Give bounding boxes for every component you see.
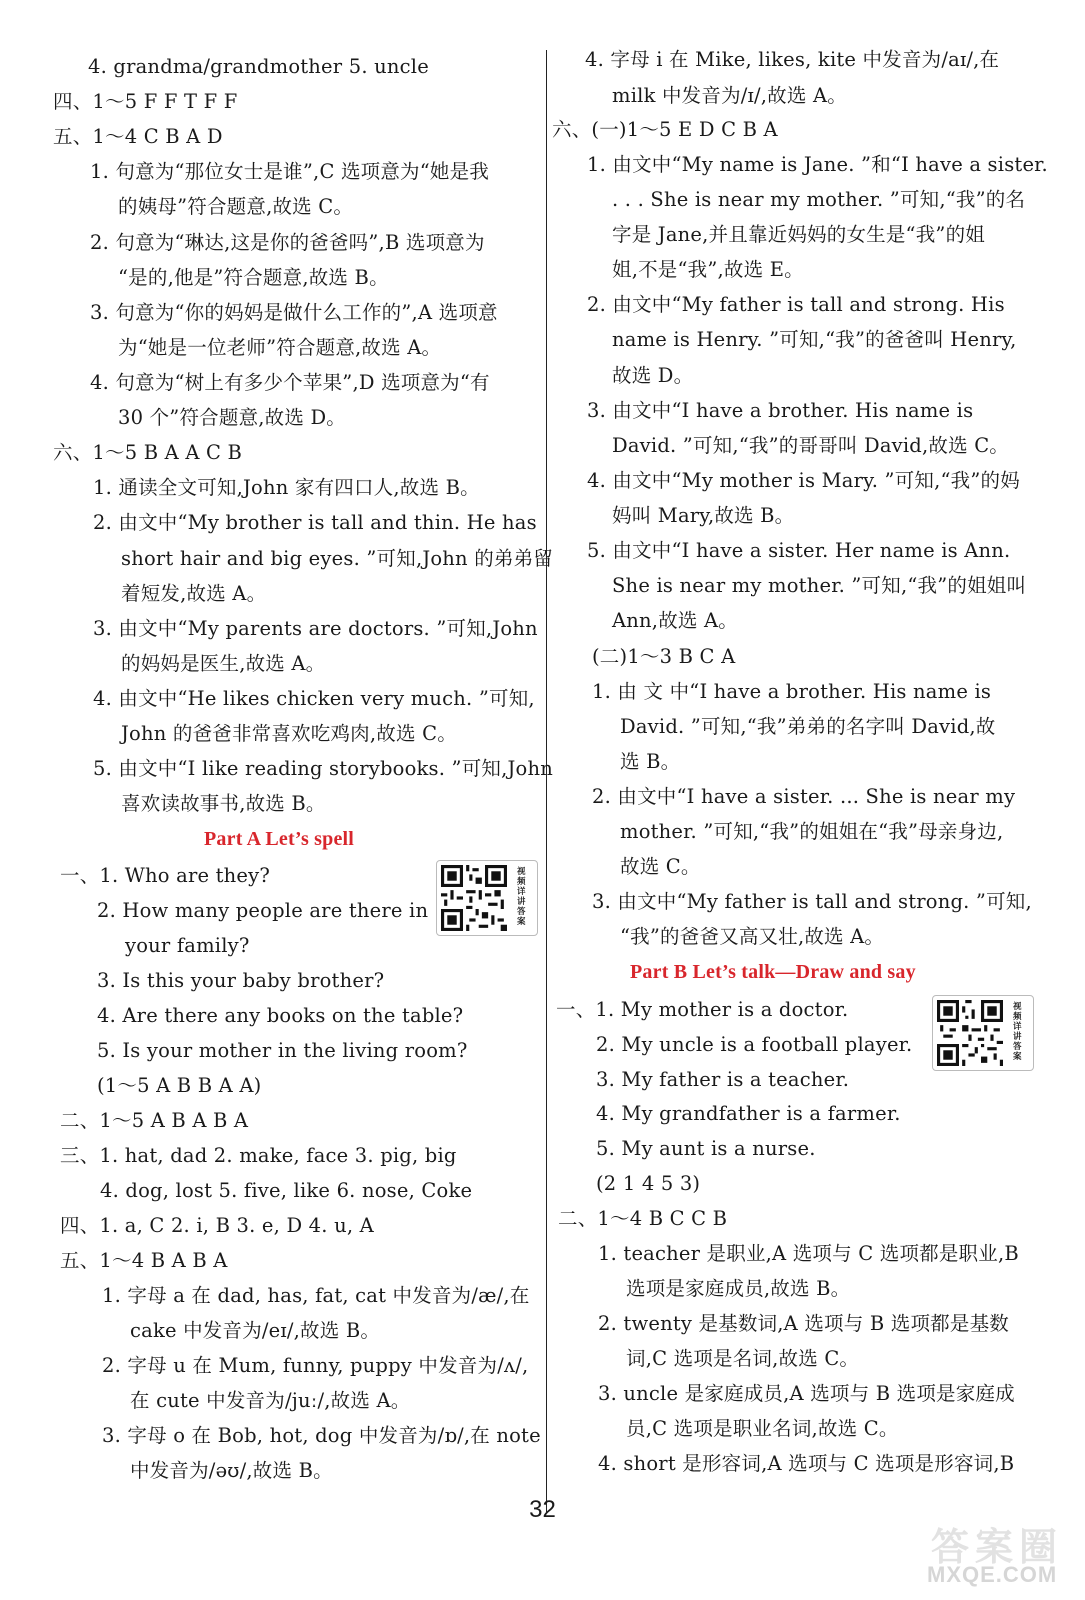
answer-line: 4. 字母 i 在 Mike, likes, kite 中发音为/aɪ/,在 xyxy=(585,48,1000,71)
answer-line: 1. 由 文 中“I have a brother. His name is xyxy=(592,680,992,703)
qr-pattern-icon xyxy=(441,865,507,931)
watermark-logo xyxy=(921,1516,1071,1596)
page-number: 32 xyxy=(529,1496,556,1523)
answer-line: 4. 由文中“He likes chicken very much. ”可知, xyxy=(93,687,535,710)
answer-line: “是的,他是”符合题意,故选 B。 xyxy=(118,266,389,289)
answer-line: . . . She is near my mother. ”可知,“我”的名 xyxy=(612,188,1026,211)
answer-line: 喜欢读故事书,故选 B。 xyxy=(121,792,326,815)
answer-line: 4. short 是形容词,A 选项与 C 选项是形容词,B xyxy=(598,1452,1015,1475)
answer-line: 2. 字母 u 在 Mum, funny, puppy 中发音为/ʌ/, xyxy=(102,1354,529,1377)
answer-line: David. ”可知,“我”弟弟的名字叫 David,故 xyxy=(620,715,996,738)
answer-line: 4. Are there any books on the table? xyxy=(97,1004,464,1027)
section-heading: (二)1～3 B C A xyxy=(592,645,736,668)
answer-line: 5. 由文中“I have a sister. Her name is Ann. xyxy=(587,539,1011,562)
answer-line: 着短发,故选 A。 xyxy=(121,582,267,605)
answer-line: 3. My father is a teacher. xyxy=(596,1068,850,1091)
qr-label: 视频详讲答案 xyxy=(517,867,526,927)
answer-line: 在 cute 中发音为/juː/,故选 A。 xyxy=(130,1389,411,1412)
answer-line: 2. 由文中“I have a sister. ... She is near my xyxy=(592,785,1016,808)
qr-code-icon[interactable] xyxy=(436,860,538,936)
answer-line: 三、1. hat, dad 2. make, face 3. pig, big xyxy=(60,1144,457,1167)
answer-line: 5. 由文中“I like reading storybooks. ”可知,John xyxy=(93,757,553,780)
answer-line: David. ”可知,“我”的哥哥叫 David,故选 C。 xyxy=(612,434,1010,457)
answer-line: John 的爸爸非常喜欢吃鸡肉,故选 C。 xyxy=(121,722,457,745)
section-heading: 五、1～4 C B A D xyxy=(53,125,223,148)
answer-line: 1. 字母 a 在 dad, has, fat, cat 中发音为/æ/,在 xyxy=(102,1284,530,1307)
answer-line: 1. 通读全文可知,John 家有四口人,故选 B。 xyxy=(93,476,480,499)
answer-line: 词,C 选项是名词,故选 C。 xyxy=(626,1347,860,1370)
section-heading: 六、(一)1～5 E D C B A xyxy=(552,118,778,141)
column-divider xyxy=(546,50,547,1512)
answer-line: 1. 由文中“My name is Jane. ”和“I have a sister. xyxy=(587,153,1048,176)
section-heading: 四、1～5 F F T F F xyxy=(53,90,238,113)
qr-code-icon[interactable] xyxy=(932,995,1034,1071)
answer-line: 姐,不是“我”,故选 E。 xyxy=(612,258,804,281)
answer-line: 的妈妈是医生,故选 A。 xyxy=(121,652,326,675)
answer-line: 4. 句意为“树上有多少个苹果”,D 选项意为“有 xyxy=(90,371,490,394)
answer-line: 3. 由文中“My father is tall and strong. ”可知, xyxy=(592,890,1032,913)
answer-line: 故选 D。 xyxy=(612,364,694,387)
answer-line: She is near my mother. ”可知,“我”的姐姐叫 xyxy=(612,574,1027,597)
answer-line: 3. uncle 是家庭成员,A 选项与 B 选项是家庭成 xyxy=(598,1382,1015,1405)
answer-line: 4. grandma/grandmother 5. uncle xyxy=(88,55,429,78)
answer-line: 2. 由文中“My brother is tall and thin. He has xyxy=(93,511,537,534)
answer-line: (1～5 A B B A A) xyxy=(97,1074,262,1097)
watermark-url: MXQE.COM xyxy=(927,1562,1058,1587)
answer-line: 2. twenty 是基数词,A 选项与 B 选项都是基数 xyxy=(598,1312,1009,1335)
answer-line: 一、1. My mother is a doctor. xyxy=(556,998,849,1021)
answer-line: name is Henry. ”可知,“我”的爸爸叫 Henry, xyxy=(612,328,1017,351)
answer-line: your family? xyxy=(125,934,250,957)
section-heading: 六、1～5 B A A C B xyxy=(53,441,243,464)
answer-line: 3. 由文中“I have a brother. His name is xyxy=(587,399,974,422)
qr-label: 视频详讲答案 xyxy=(1013,1002,1022,1062)
answer-line: 2. How many people are there in xyxy=(97,899,429,922)
answer-line: 为“她是一位老师”符合题意,故选 A。 xyxy=(118,336,442,359)
answer-line: 1. teacher 是职业,A 选项与 C 选项都是职业,B xyxy=(598,1242,1019,1265)
answer-line: 5. My aunt is a nurse. xyxy=(596,1137,816,1160)
answer-line: 3. 句意为“你的妈妈是做什么工作的”,A 选项意 xyxy=(90,301,498,324)
answer-line: 2. My uncle is a football player. xyxy=(596,1033,913,1056)
answer-line: cake 中发音为/eɪ/,故选 B。 xyxy=(130,1319,381,1342)
answer-line: 3. Is this your baby brother? xyxy=(97,969,385,992)
answer-line: 的姨母”符合题意,故选 C。 xyxy=(118,195,354,218)
answer-line: 4. dog, lost 5. five, like 6. nose, Coke xyxy=(100,1179,473,1202)
answer-line: 5. Is your mother in the living room? xyxy=(97,1039,468,1062)
answer-line: 字是 Jane,并且靠近妈妈的女生是“我”的姐 xyxy=(612,223,985,246)
part-heading: Part A Let’s spell xyxy=(204,828,355,850)
answer-line: 2. 句意为“琳达,这是你的爸爸吗”,B 选项意为 xyxy=(90,231,485,254)
answer-line: 选项是家庭成员,故选 B。 xyxy=(626,1277,851,1300)
answer-line: short hair and big eyes. ”可知,John 的弟弟留 xyxy=(121,547,554,570)
part-heading: Part B Let’s talk—Draw and say xyxy=(630,961,916,983)
answer-line: “我”的爸爸又高又壮,故选 A。 xyxy=(620,925,885,948)
qr-pattern-icon xyxy=(937,1000,1003,1066)
answer-line: 故选 C。 xyxy=(620,855,701,878)
answer-line: Ann,故选 A。 xyxy=(612,609,738,632)
answer-line: 一、1. Who are they? xyxy=(60,864,271,887)
answer-line: 30 个”符合题意,故选 D。 xyxy=(118,406,347,429)
answer-line: 中发音为/əʊ/,故选 B。 xyxy=(130,1459,333,1482)
answer-line: (2 1 4 5 3) xyxy=(596,1172,701,1195)
answer-line: 2. 由文中“My father is tall and strong. His xyxy=(587,293,1005,316)
answer-line: 选 B。 xyxy=(620,750,681,773)
section-heading: 二、1～5 A B A B A xyxy=(60,1109,249,1132)
answer-line: mother. ”可知,“我”的姐姐在“我”母亲身边, xyxy=(620,820,1004,843)
answer-line: 3. 由文中“My parents are doctors. ”可知,John xyxy=(93,617,538,640)
answer-line: milk 中发音为/ɪ/,故选 A。 xyxy=(612,84,847,107)
answer-line: 妈叫 Mary,故选 B。 xyxy=(612,504,795,527)
answer-line: 1. 句意为“那位女士是谁”,C 选项意为“她是我 xyxy=(90,160,490,183)
section-heading: 二、1～4 B C C B xyxy=(558,1207,728,1230)
answer-line: 4. My grandfather is a farmer. xyxy=(596,1102,901,1125)
answer-line: 员,C 选项是职业名词,故选 C。 xyxy=(626,1417,899,1440)
answer-line: 3. 字母 o 在 Bob, hot, dog 中发音为/ɒ/,在 note xyxy=(102,1424,541,1447)
watermark-text: 答案圈 xyxy=(931,1527,1064,1569)
answer-line: 四、1. a, C 2. i, B 3. e, D 4. u, A xyxy=(60,1214,374,1237)
answer-line: 4. 由文中“My mother is Mary. ”可知,“我”的妈 xyxy=(587,469,1020,492)
section-heading: 五、1～4 B A B A xyxy=(60,1249,228,1272)
